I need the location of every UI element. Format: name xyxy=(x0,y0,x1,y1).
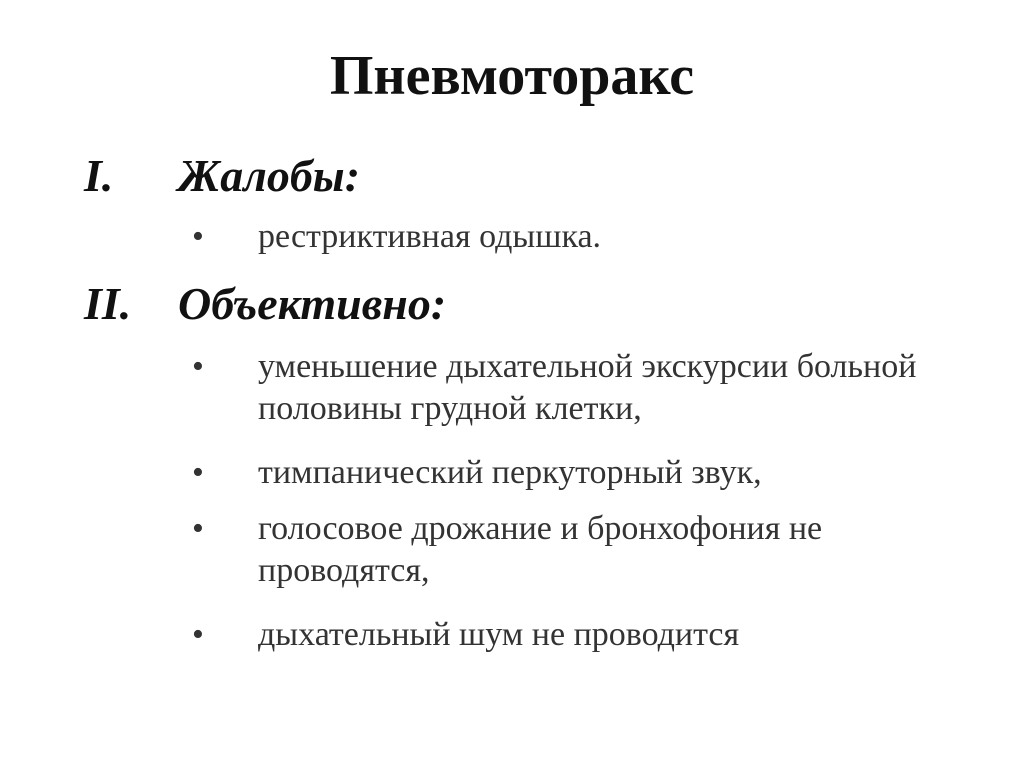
list-item-text: тимпанический перкуторный звук, xyxy=(258,454,762,491)
list-item-text: голосовое дрожание и бронхофония не проводятся, xyxy=(258,510,823,589)
list-item-text: уменьшение дыхательной экскурсии больной половины грудной клетки, xyxy=(258,348,917,427)
section-number: I. xyxy=(84,150,114,201)
section-number: II. xyxy=(84,278,132,329)
bullet-icon: • xyxy=(192,616,204,653)
list-item-text: рестриктивная одышка. xyxy=(258,218,602,255)
section-heading-text: Жалобы: xyxy=(178,150,361,201)
bullet-icon: • xyxy=(192,454,204,491)
list-item xyxy=(188,346,958,430)
list-item xyxy=(188,452,958,494)
bullet-icon: • xyxy=(192,218,204,255)
section-complaints-heading xyxy=(84,150,360,202)
bullet-icon: • xyxy=(192,348,204,385)
list-item xyxy=(188,508,958,592)
list-item-text: дыхательный шум не проводится xyxy=(258,616,740,653)
bullet-icon: • xyxy=(192,510,204,547)
section-heading-text: Объективно: xyxy=(178,278,447,329)
section-objective-heading xyxy=(84,278,446,330)
slide-title: Пневмоторакс xyxy=(329,45,695,107)
list-item xyxy=(188,216,958,258)
list-item xyxy=(188,614,958,656)
